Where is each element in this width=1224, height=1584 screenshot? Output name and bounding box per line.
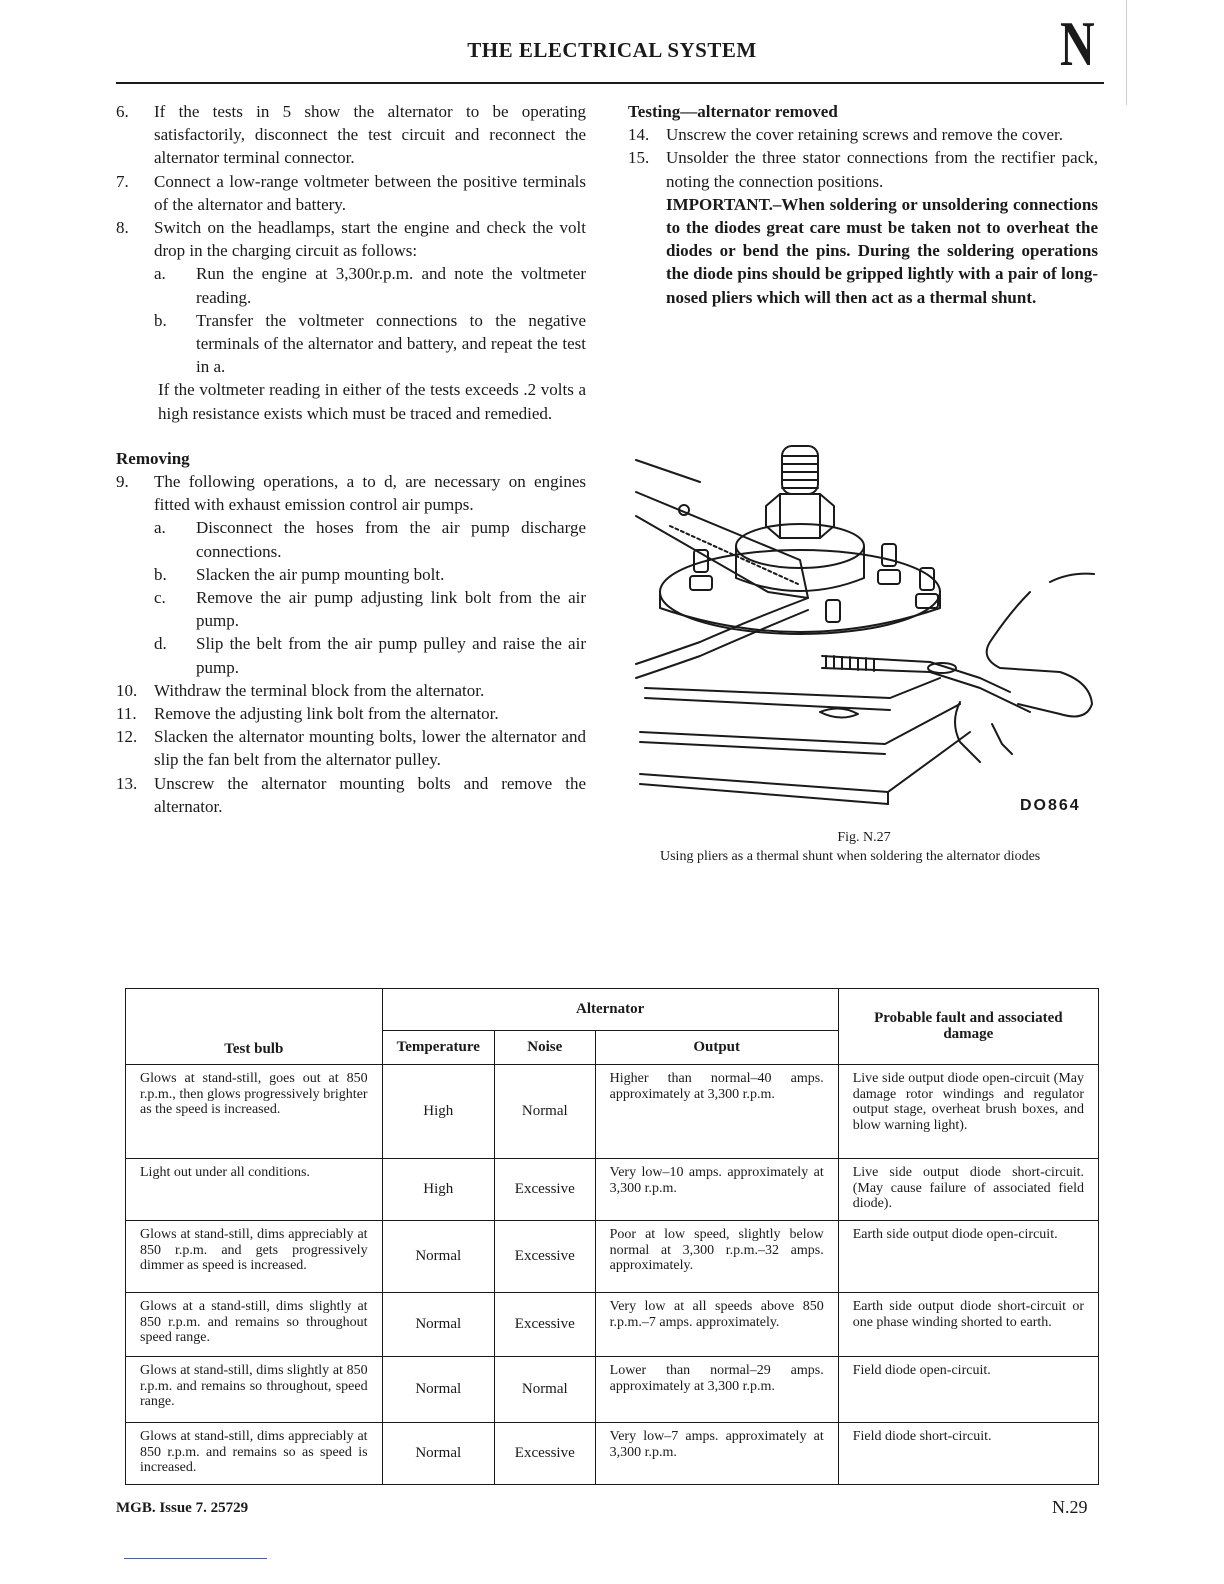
sub-text: Remove the air pump adjusting link bolt from the air pump. <box>196 588 586 631</box>
cell-output: Lower than normal–29 amps. approximately at 3,300 r.p.m. <box>595 1357 838 1423</box>
figure-label: Fig. N.27 <box>837 830 891 845</box>
header-noise: Noise <box>494 1031 595 1065</box>
sub-text: Disconnect the hoses from the air pump discharge connections. <box>196 518 586 561</box>
cell-noise: Excessive <box>494 1221 595 1293</box>
cell-temperature: Normal <box>382 1423 494 1485</box>
header-rule <box>116 82 1104 84</box>
header-output: Output <box>595 1031 838 1065</box>
cell-output: Higher than normal–40 amps. approximately at 3,300 r.p.m. <box>595 1065 838 1159</box>
step-number: 12. <box>116 727 138 747</box>
cell-output: Very low at all speeds above 850 r.p.m.–7 amps. approximately. <box>595 1293 838 1357</box>
step-9d <box>154 632 586 678</box>
cell-fault: Live side output diode open-circuit (May damage rotor windings and regulator output stage, overheat brush boxes, and blow warning light). <box>838 1065 1098 1159</box>
table-row <box>126 1221 1099 1293</box>
step-text: Connect a low-range voltmeter between the positive terminals of the alternator and battery. <box>154 171 586 214</box>
cell-noise: Normal <box>494 1357 595 1423</box>
left-column <box>116 100 586 818</box>
table-row <box>126 1065 1099 1159</box>
lead-wire <box>636 610 808 678</box>
cell-fault: Earth side output diode open-circuit. <box>838 1221 1098 1293</box>
fault-diagnosis-table <box>125 988 1099 1485</box>
cell-temperature: High <box>382 1065 494 1159</box>
cell-fault: Earth side output diode short-circuit or one phase winding shorted to earth. <box>838 1293 1098 1357</box>
step-9a <box>154 516 586 562</box>
iron-tip-line <box>636 460 700 482</box>
cell-noise: Excessive <box>494 1423 595 1485</box>
sub-letter: a. <box>154 518 166 538</box>
step-15 <box>628 146 1098 192</box>
step-number: 11. <box>116 704 137 724</box>
step-8 <box>116 216 586 262</box>
plate-edge <box>645 698 890 710</box>
table-row <box>126 1159 1099 1221</box>
step-text: Remove the adjusting link bolt from the alternator. <box>154 704 499 724</box>
sub-text: Slip the belt from the air pump pulley and raise the air pump. <box>196 634 586 677</box>
cell-fault: Field diode open-circuit. <box>838 1357 1098 1423</box>
section-letter: N <box>1060 8 1095 79</box>
plate-edge <box>640 742 885 754</box>
header-alternator: Alternator <box>382 989 838 1031</box>
cell-output: Very low–7 amps. approximately at 3,300 r.p.m. <box>595 1423 838 1485</box>
cell-noise: Normal <box>494 1065 595 1159</box>
cell-noise: Excessive <box>494 1159 595 1221</box>
plate-edge <box>645 678 940 698</box>
plate-edge <box>640 784 888 804</box>
table-row <box>126 1423 1099 1485</box>
step-number: 14. <box>628 125 650 145</box>
stud <box>782 446 818 494</box>
step-number: 8. <box>116 218 129 238</box>
rectifier-plate-edge <box>660 592 940 632</box>
step-text: Slacken the alternator mounting bolts, lower the alternator and slip the fan belt from the alternator pulley. <box>154 727 586 770</box>
sub-letter: c. <box>154 588 166 608</box>
step-8-note: If the voltmeter reading in either of the tests exceeds .2 volts a high resistance exists which must be traced and remedied. <box>158 380 586 423</box>
sub-letter: d. <box>154 634 167 654</box>
step-text: Switch on the headlamps, start the engine and check the volt drop in the charging circuit as follows: <box>154 218 586 261</box>
step-9 <box>116 470 586 516</box>
pliers-jaw <box>822 668 1030 712</box>
sub-letter: b. <box>154 564 167 584</box>
cell-bulb: Glows at stand-still, dims appreciably at 850 r.p.m. and gets progressively dimmer as speed is increased. <box>126 1221 383 1293</box>
cell-temperature: Normal <box>382 1293 494 1357</box>
step-12 <box>116 725 586 771</box>
step-7 <box>116 170 586 216</box>
cell-bulb: Glows at stand-still, dims slightly at 850 r.p.m. and remains so throughout, speed range. <box>126 1357 383 1423</box>
figure-caption: Using pliers as a thermal shunt when soldering the alternator diodes <box>660 849 1041 864</box>
cell-bulb: Glows at stand-still, goes out at 850 r.p.m., then glows progressively brighter as the speed is increased. <box>126 1065 383 1159</box>
header-test-bulb: Test bulb <box>126 989 383 1065</box>
header-temperature: Temperature <box>382 1031 494 1065</box>
testing-heading: Testing—alternator removed <box>628 102 838 121</box>
step-13 <box>116 772 586 818</box>
table-header-row <box>126 989 1099 1031</box>
page-number: N.29 <box>1052 1497 1088 1517</box>
cell-bulb: Light out under all conditions. <box>126 1159 383 1221</box>
hand-cuff <box>1050 574 1094 582</box>
step-text: The following operations, a to d, are necessary on engines fitted with exhaust emission control air pumps. <box>154 472 586 515</box>
important-note-row <box>628 193 1098 309</box>
cell-noise: Excessive <box>494 1293 595 1357</box>
step-text: If the tests in 5 show the alternator to be operating satisfactorily, disconnect the test circuit and reconnect the alternator terminal connector. <box>154 102 586 168</box>
important-note: IMPORTANT.–When soldering or unsoldering connections to the diodes great care must be taken not to overheat the diodes or bend the pins. During the soldering operations the diode pins should be gripped lightly with a pair of long-nosed pliers which will then act as a thermal shunt. <box>666 194 1098 307</box>
step-8a <box>154 262 586 308</box>
pliers-thermal-shunt-drawing <box>630 442 1098 832</box>
step-text: Unscrew the alternator mounting bolts and remove the alternator. <box>154 773 586 816</box>
stud-thread <box>782 456 818 488</box>
header-fault: Probable fault and associated damage <box>838 989 1098 1065</box>
step-14 <box>628 123 1098 146</box>
figure-illustration <box>630 442 1098 832</box>
step-9c <box>154 586 586 632</box>
table-row <box>126 1293 1099 1357</box>
scan-artifact-line <box>124 1558 267 1559</box>
sub-text: Transfer the voltmeter connections to the negative terminals of the alternator and battery, and repeat the test in a. <box>196 310 586 377</box>
step-text: Withdraw the terminal block from the alternator. <box>154 680 485 700</box>
plate-edge <box>640 704 960 744</box>
step-8b <box>154 309 586 379</box>
step-number: 15. <box>628 148 650 168</box>
hidden-nut <box>820 708 858 717</box>
cell-fault: Field diode short-circuit. <box>838 1423 1098 1485</box>
step-number: 13. <box>116 773 138 793</box>
page-title: THE ELECTRICAL SYSTEM <box>467 38 757 62</box>
sub-text: Run the engine at 3,300r.p.m. and note the voltmeter reading. <box>196 264 586 307</box>
cell-bulb: Glows at stand-still, dims appreciably at 850 r.p.m. and remains so as speed is increased. <box>126 1423 383 1485</box>
step-number: 7. <box>116 171 129 191</box>
step-number: 10. <box>116 680 138 700</box>
step-number: 6. <box>116 102 129 121</box>
footer-issue: MGB. Issue 7. 25729 <box>116 1500 249 1516</box>
cell-temperature: High <box>382 1159 494 1221</box>
figure-code: DO864 <box>1020 797 1081 814</box>
sub-letter: b. <box>154 310 167 330</box>
nut <box>766 494 834 538</box>
right-column <box>628 100 1098 309</box>
sub-letter: a. <box>154 264 166 284</box>
cell-temperature: Normal <box>382 1357 494 1423</box>
sub-text: Slacken the air pump mounting bolt. <box>196 564 445 584</box>
step-9b <box>154 563 586 586</box>
cell-bulb: Glows at a stand-still, dims slightly at 850 r.p.m. and remains so throughout speed range. <box>126 1293 383 1357</box>
step-text: Unscrew the cover retaining screws and remove the cover. <box>666 125 1063 145</box>
nut-faces <box>780 494 820 538</box>
step-text: Unsolder the three stator connections from the rectifier pack, noting the connection positions. <box>666 148 1098 191</box>
hand-fingers <box>955 702 1012 762</box>
table-row <box>126 1357 1099 1423</box>
soldering-iron <box>636 492 808 598</box>
step-10 <box>116 679 586 702</box>
cell-output: Very low–10 amps. approximately at 3,300 r.p.m. <box>595 1159 838 1221</box>
step-11 <box>116 702 586 725</box>
cell-fault: Live side output diode short-circuit. (May cause failure of associated field diode). <box>838 1159 1098 1221</box>
removing-heading: Removing <box>116 448 190 468</box>
spacer <box>116 425 586 447</box>
step-number: 9. <box>116 472 129 492</box>
cell-temperature: Normal <box>382 1221 494 1293</box>
cell-output: Poor at low speed, slightly below normal at 3,300 r.p.m.–32 amps. approximately. <box>595 1221 838 1293</box>
step-6 <box>116 100 586 170</box>
